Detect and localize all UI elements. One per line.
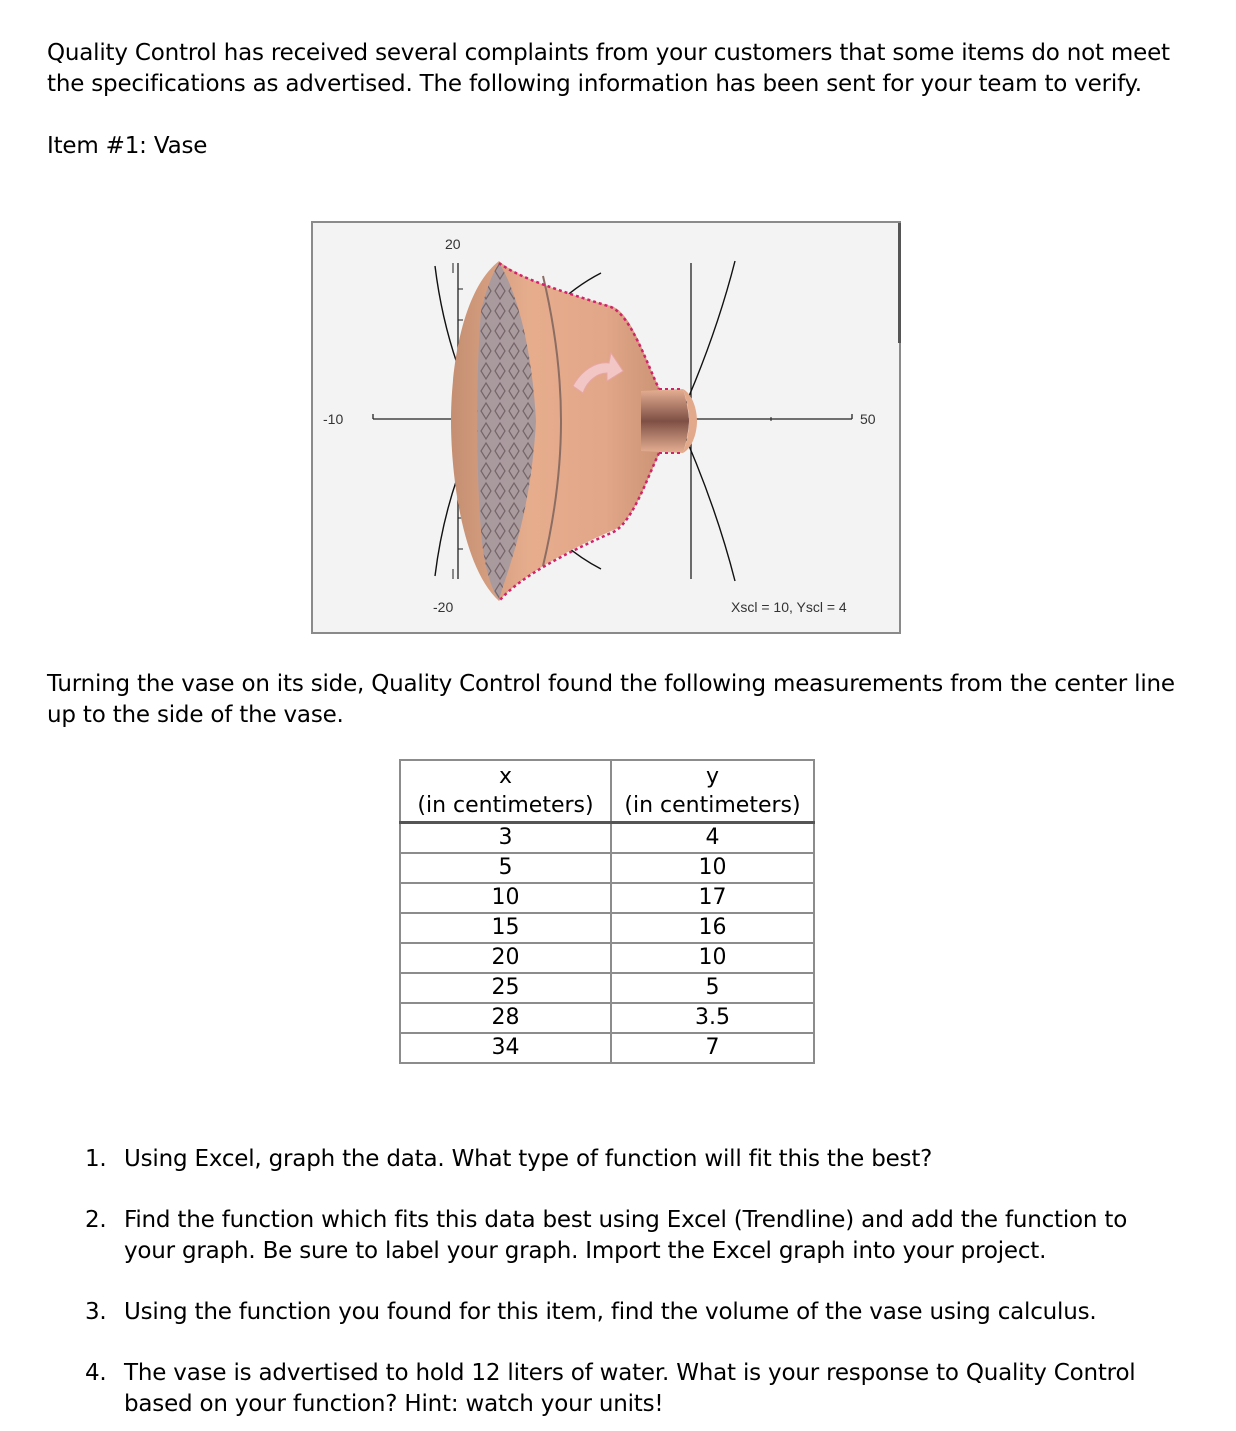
question-item xyxy=(85,1297,1165,1328)
cell-x: 25 xyxy=(400,973,611,1003)
vase-neck xyxy=(641,389,689,453)
column-header-x-var: x xyxy=(498,764,513,789)
column-header-x xyxy=(400,760,611,823)
x-left-label: -10 xyxy=(323,411,344,427)
cell-x: 15 xyxy=(400,913,611,943)
cell-y: 4 xyxy=(611,823,814,854)
question-number: 2. xyxy=(85,1207,107,1233)
question-item xyxy=(85,1358,1165,1420)
cell-x: 5 xyxy=(400,853,611,883)
question-text: Find the function which fits this data best using Excel (Trendline) and add the function to your graph. Be sure to label your graph. Import the Excel graph into your project. xyxy=(124,1207,1128,1264)
question-text: Using Excel, graph the data. What type of function will fit this the best? xyxy=(124,1146,933,1172)
table-row xyxy=(400,1033,814,1063)
question-number: 3. xyxy=(85,1299,107,1325)
scale-label: Xscl = 10, Yscl = 4 xyxy=(731,599,847,615)
cell-x: 3 xyxy=(400,823,611,854)
column-header-x-unit: (in centimeters) xyxy=(417,793,594,818)
cell-y: 7 xyxy=(611,1033,814,1063)
cell-x: 28 xyxy=(400,1003,611,1033)
table-row xyxy=(400,913,814,943)
column-header-y-var: y xyxy=(705,764,720,789)
cell-x: 34 xyxy=(400,1033,611,1063)
x-right-label: 50 xyxy=(860,411,876,427)
question-item xyxy=(85,1205,1165,1267)
measurement-description: Turning the vase on its side, Quality Control found the following measurements from the center line up to the side of the vase. xyxy=(47,671,1175,728)
question-item xyxy=(85,1144,1165,1175)
table-header-row xyxy=(400,760,814,823)
question-list xyxy=(85,1144,1165,1420)
cell-y: 10 xyxy=(611,853,814,883)
cell-y: 5 xyxy=(611,973,814,1003)
cell-x: 10 xyxy=(400,883,611,913)
question-text: Using the function you found for this item, find the volume of the vase using calculus. xyxy=(124,1299,1097,1325)
table-row xyxy=(400,883,814,913)
vase-graph-figure xyxy=(311,221,901,635)
column-header-y xyxy=(611,760,814,823)
cell-y: 17 xyxy=(611,883,814,913)
question-text: The vase is advertised to hold 12 liters of water. What is your response to Quality Control based on your function? Hint: watch your units! xyxy=(124,1360,1136,1417)
measurement-table xyxy=(399,759,815,1064)
cell-y: 16 xyxy=(611,913,814,943)
cell-y: 3.5 xyxy=(611,1003,814,1033)
cell-x: 20 xyxy=(400,943,611,973)
table-row xyxy=(400,973,814,1003)
question-number: 4. xyxy=(85,1360,107,1386)
intro-paragraph: Quality Control has received several complaints from your customers that some items do not meet the specifications as advertised. The following information has been sent for your team to verify. xyxy=(47,40,1170,97)
cell-y: 10 xyxy=(611,943,814,973)
table-row xyxy=(400,823,814,854)
question-number: 1. xyxy=(85,1146,107,1172)
column-header-y-unit: (in centimeters) xyxy=(624,793,801,818)
table-row xyxy=(400,943,814,973)
table-row xyxy=(400,1003,814,1033)
item-heading: Item #1: Vase xyxy=(47,133,208,159)
y-bottom-label: -20 xyxy=(433,599,454,615)
table-row xyxy=(400,853,814,883)
y-top-label: 20 xyxy=(445,236,461,252)
